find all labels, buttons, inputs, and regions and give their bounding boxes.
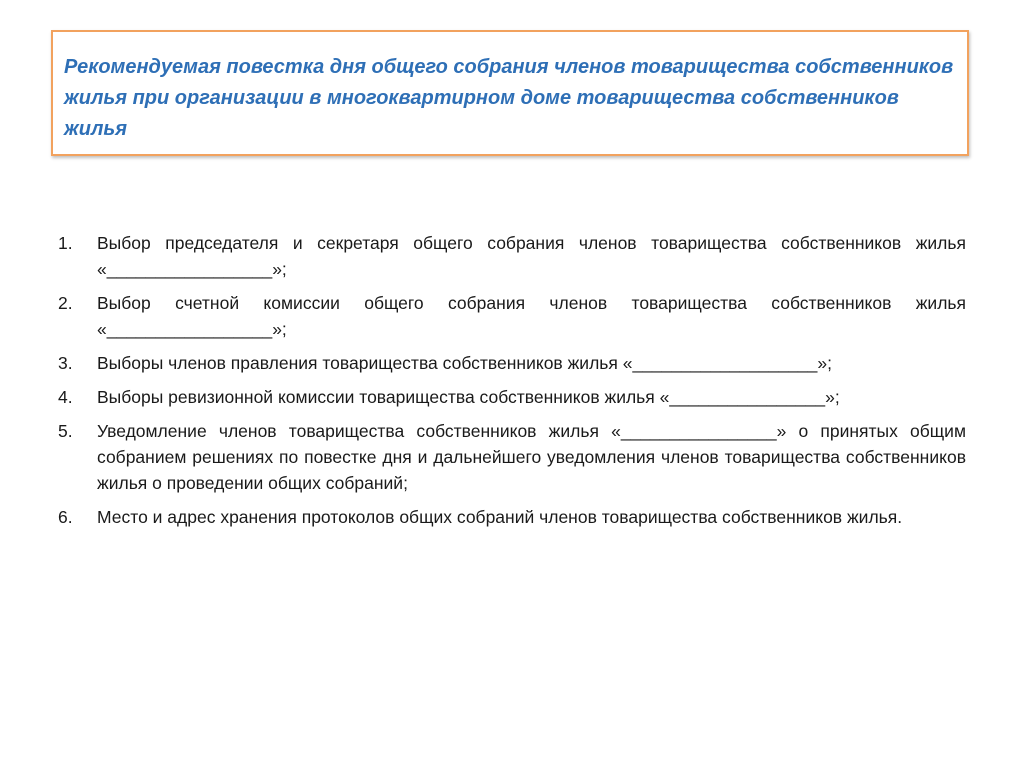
agenda-item-text: Выбор счетной комиссии общего собрания членов товарищества собственников жилья «_________________»; — [97, 293, 966, 339]
agenda-item-5 — [58, 418, 966, 496]
agenda-item-text: Выбор председателя и секретаря общего собрания членов товарищества собственников жилья «_________________»; — [97, 233, 966, 279]
title-box — [51, 30, 969, 156]
agenda-list — [58, 230, 966, 538]
agenda-item-number: 3. — [58, 353, 73, 373]
agenda-item-text: Место и адрес хранения протоколов общих собраний членов товарищества собственников жилья. — [97, 507, 903, 527]
agenda-item-number: 6. — [58, 507, 73, 527]
agenda-item-4 — [58, 384, 966, 410]
agenda-item-number: 4. — [58, 387, 73, 407]
agenda-item-6 — [58, 504, 966, 530]
agenda-item-text: Уведомление членов товарищества собственников жилья «________________» о принятых общим собранием решениях по повестке дня и дальнейшего уведомления членов товарищества собственников жилья о проведении общих собраний; — [97, 421, 966, 493]
agenda-item-3 — [58, 350, 966, 376]
agenda-item-number: 2. — [58, 293, 73, 313]
agenda-item-text: Выборы ревизионной комиссии товарищества собственников жилья «________________»; — [97, 387, 840, 407]
page-title: Рекомендуемая повестка дня общего собрания членов товарищества собственников жилья при организации в многоквартирном доме товарищества собственников жилья — [64, 56, 954, 140]
agenda-item-1 — [58, 230, 966, 282]
agenda-item-number: 1. — [58, 233, 73, 253]
agenda-item-number: 5. — [58, 421, 73, 441]
agenda-item-2 — [58, 290, 966, 342]
agenda-item-text: Выборы членов правления товарищества собственников жилья «___________________»; — [97, 353, 832, 373]
